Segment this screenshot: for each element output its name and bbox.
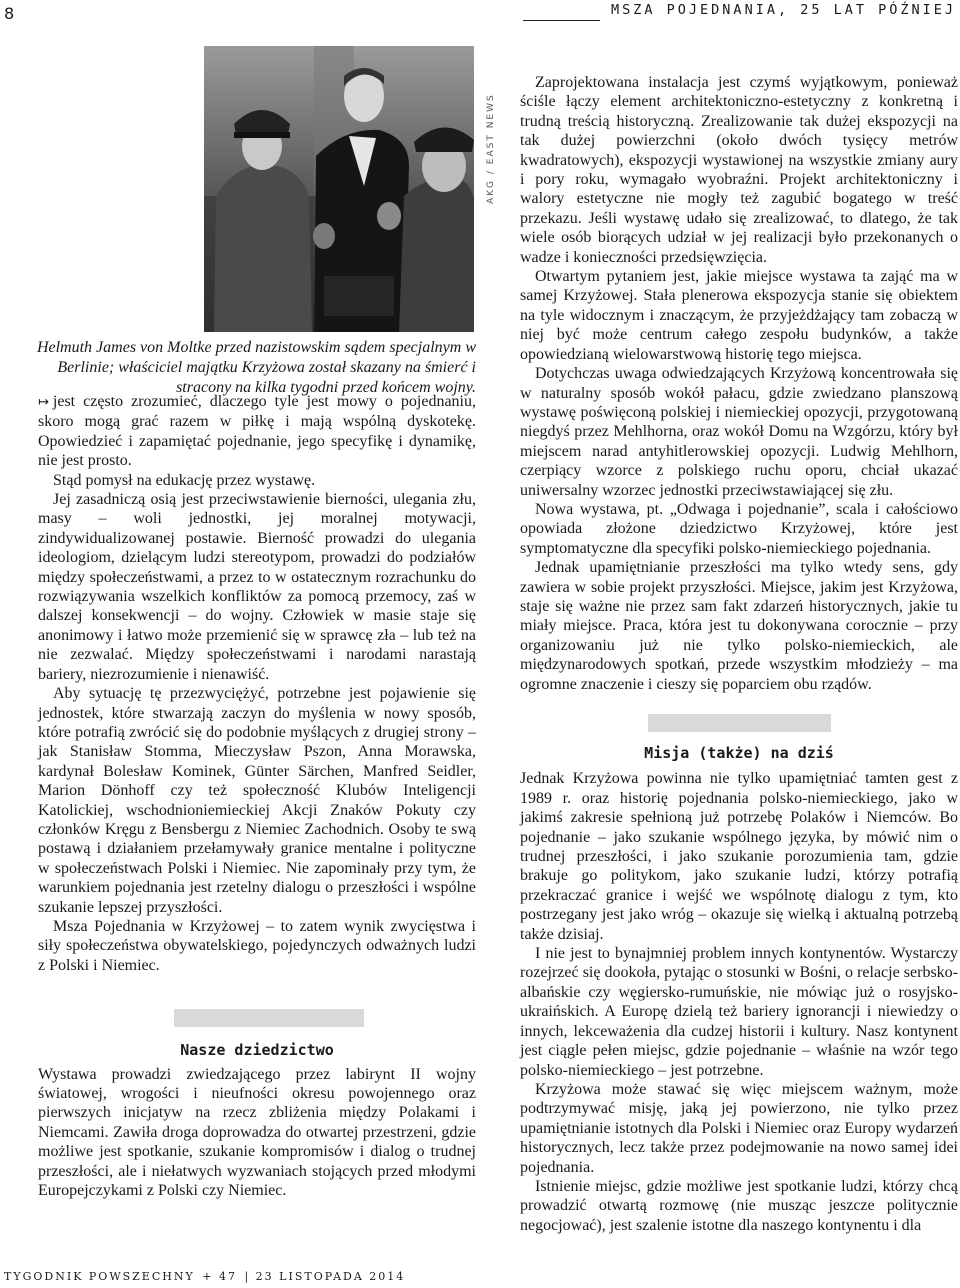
pipe-separator: | <box>240 1270 252 1283</box>
page-number: 8 <box>4 4 15 23</box>
paragraph: Krzyżowa może stawać się więc miejscem ważnym, może podtrzymywać misję, jaką jej powierzono, nie tylko przez upamiętnianie istotnych dla Polski i Niemiec oraz Europy wydarzeń historycznych, lecz także przez podejmowanie na nowo samej idei pojednania. <box>520 1080 958 1176</box>
left-column <box>38 392 476 1200</box>
paragraph: Istnienie miejsc, gdzie możliwe jest spotkanie ludzi, którzy chcą prowadzić otwartą rozmowę (nie musząc jeszcze politycznie negocjować), jest szalenie istotne dla naszego kontynentu i dla <box>520 1177 958 1234</box>
paragraph: Msza Pojednania w Krzyżowej – to zatem wynik zwycięstwa i siły społeczeństwa obywatelskiego, pojedynczych odważnych ludzi z Polski i Niemiec. <box>38 917 476 974</box>
paragraph: Stąd pomysł na edukację przez wystawę. <box>53 471 316 489</box>
paragraph: Jednak Krzyżowa powinna nie tylko upamiętniać tamten gest z 1989 r. oraz historię pojednania polsko-niemieckiego, jako w jakimś zakresie spełnioną już potrzebę Polaków i Niemców. Bo pojednanie – jako szukanie wspólnego języka, by mówić nim o trudnej przeszłości, i jako szukanie porozumienia tam, gdzie brakuje go politykom, jako szukanie ludzi, którzy potrafią przekraczać granice i wejść we wspólnotę dialogu z tym, kto postrzegany jest jako wróg – okazuje się wielką i aktualną potrzebą także dzisiaj. <box>520 770 958 943</box>
paragraph: Wystawa prowadzi zwiedzającego przez labirynt II wojny światowej, wrogości i nieufności okresu powojennego oraz pierwszych inicjatyw na rzecz zbliżenia między Polakami i Niemcami. Zawiła droga doprowadza do otwartej przestrzeni, gdzie możliwe jest spotkanie, szukanie kompromisów i dialog o trudnej przeszłości, ale i niełatwych wyzwaniach stojących przed młodymi Europejczykami z Polski czy Niemiec. <box>38 1065 476 1200</box>
section-heading: Nasze dziedzictwo <box>180 1041 334 1060</box>
paragraph: Aby sytuację tę przezwyciężyć, potrzebne jest pojawienie się jednostek, które stwarzają zaczyn do myślenia w nowy sposób, które potrafią zwrócić się do podobnie myślących z drugiej strony – jak Stanisław Stomma, Mieczysław Pszon, Anna Morawska, kardynał Bolesław Kominek, Günter Särchen, Manfred Seidler, Marion Dönhoff czy też społeczność Klubów Inteligencji Katolickiej, wschodnioniemieckiej Akcji Znaków Pokuty czy członków Kręgu z Bensbergu z Niemiec Zachodnich. Osoby te swą postawą i działaniem przełamywały granice mentalne i polityczne w społeczeństwach Polski i Niemiec. Nie zapominały przy tym, że warunkiem pojednania jest rzetelny dialogu o przeszłości i wspólne szukanie lepszej przyszłości. <box>38 685 476 916</box>
right-column <box>520 73 958 1235</box>
running-header: MSZA POJEDNANIA, 25 LAT PÓŹNIEJ <box>611 2 956 18</box>
paragraph: Nowa wystawa, pt. „Odwaga i pojednanie”, scala i całościowo opowiada złożone dziedzictwo Krzyżowej, które jest symptomatyczne dla specyfiki polsko-niemieckiego pojednania. <box>520 500 958 557</box>
section-heading: Misja (także) na dziś <box>644 744 834 762</box>
paragraph-text: jest często zrozumieć, dlaczego tyle jest mowy o pojednaniu, skoro mogą grać razem w piłkę i mają wspólną dyskotekę. Opowiedzieć i zapamiętać pojednanie, jego specyfikę i dynamikę, nie jest prosto. <box>38 393 476 470</box>
arrow-continuation-icon: ↦ <box>38 395 49 410</box>
photo-credit: AKG / EAST NEWS <box>486 93 496 204</box>
section-bar <box>174 1009 364 1027</box>
paragraph: Jednak upamiętnianie przeszłości ma tylko wtedy sens, gdy zawiera w sobie projekt przyszłości. Miejsce, jakim jest Krzyżowa, staje się ważne nie przez sam fakt zdarzeń historycznych, jakie tu miały miejsce. Praca, która jest tu dokonywana corocznie – przy organizowaniu już nie tylko polsko-niemieckich, ale międzynarodowych spotkań, przede wszystkim młodzieży – ma ogromne znaczenie i cieszy się poparciem obu rządów. <box>520 559 958 693</box>
header-rule <box>523 20 600 21</box>
publication-name: TYGODNIK POWSZECHNY <box>4 1270 195 1283</box>
paragraph <box>38 392 476 471</box>
paragraph: I nie jest to bynajmniej problem innych kontynentów. Wystarczy rozejrzeć się dookoła, pytając o stosunki w Bośni, o relacje serbsko-albańskie czy węgiersko-rumuńskie, nie mówiąc już o rosyjsko-ukraińskich. A Europę dzielą też bariery ignorancji i niewiedzy o innych, lekceważenia dla cudzej historii i kultury. Nasz kontynent jest ciągle pełen miejsc, gdzie pojednanie – właśnie na wzór tego polsko-niemieckiego – jest potrzebne. <box>520 945 958 1079</box>
tribunal-photo <box>204 46 474 332</box>
issue-number: 47 <box>218 1270 237 1283</box>
paragraph: Otwartym pytaniem jest, jakie miejsce wystawa ta zająć ma w samej Krzyżowej. Stała plenerowa ekspozycja stanie się obiektem na tyle widocznym i znaczącym, że przyjeżdżający tam zobaczą w niej być może centrum całego zespołu budynków, a także opowiedzianą wielowarstwową historię tego miejsca. <box>520 268 958 363</box>
paragraph: Dotychczas uwaga odwiedzających Krzyżową koncentrowała się w naturalny sposób wokół pałacu, gdzie zwiedzano planszową wystawę poświęconą polskiej i niemieckiej opozycji, przygotowaną niegdyś przez Mehlhorna, oraz wokół Domu na Wzgórzu, który był miejscem narad antyhitlerowskiej opozycji. Ludwig Mehlhorn, czerpiący wzorce z polskiego ruchu oporu, chciał ukazać uniwersalny wzorzec jednostki przeciwstawiającej się złu. <box>520 365 958 499</box>
paragraph: Jej zasadniczą osią jest przeciwstawienie bierności, ulegania złu, masy – woli jednostki, jej moralnej motywacji, zindywidualizowanej postawie. Bierność prowadzi do ulegania ideologiom, dzielącym ludzi stereotypom, prowadzi do podziałów między społeczeństwami, a przez to w ostatecznym rozrachunku do rozwiązywania wszelkich konfliktów za pomocą przemocy, zaś w dalszej konsekwencji – do wojny. Człowiek w masie staje się anonimowy i łatwo może przemienić się w sprawcę zła – lub też na nie zezwalać. Między społeczeństwami i narodami narastają bariery, niezrozumienie i nienawiść. <box>38 491 476 683</box>
plus-separator: + <box>198 1270 215 1283</box>
section-bar <box>648 714 831 732</box>
photo-caption: Helmuth James von Moltke przed nazistowskim sądem specjalnym w Berlinie; właściciel majątku Krzyżowa został skazany na śmierć i stracony na kilka tygodni przed końcem wojny. <box>36 339 476 396</box>
issue-date: 23 LISTOPADA 2014 <box>255 1270 406 1283</box>
paragraph: Zaprojektowana instalacja jest czymś wyjątkowym, ponieważ ściśle łączy element architektoniczno-estetyczny z konkretną i trudną treścią historyczną. Zrealizowanie tak dużej ekspozycji na tak dużej powierzchni (około dwóch tysięcy metrów kwadratowych), ekspozycji wystawionej na wszystkie zmiany aury i pory roku, wymagało wyobraźni. Projekt architektoniczny i walory estetyczne nie mogły też zagubić bogatego w treść przekazu. Jeśli wystawę udało się zrealizować, to dlatego, że tak wiele osób biorących udział w jej realizacji było przekonanych o wadze i konieczności przedsięwzięcia. <box>520 74 958 266</box>
page-footer <box>4 1270 405 1283</box>
